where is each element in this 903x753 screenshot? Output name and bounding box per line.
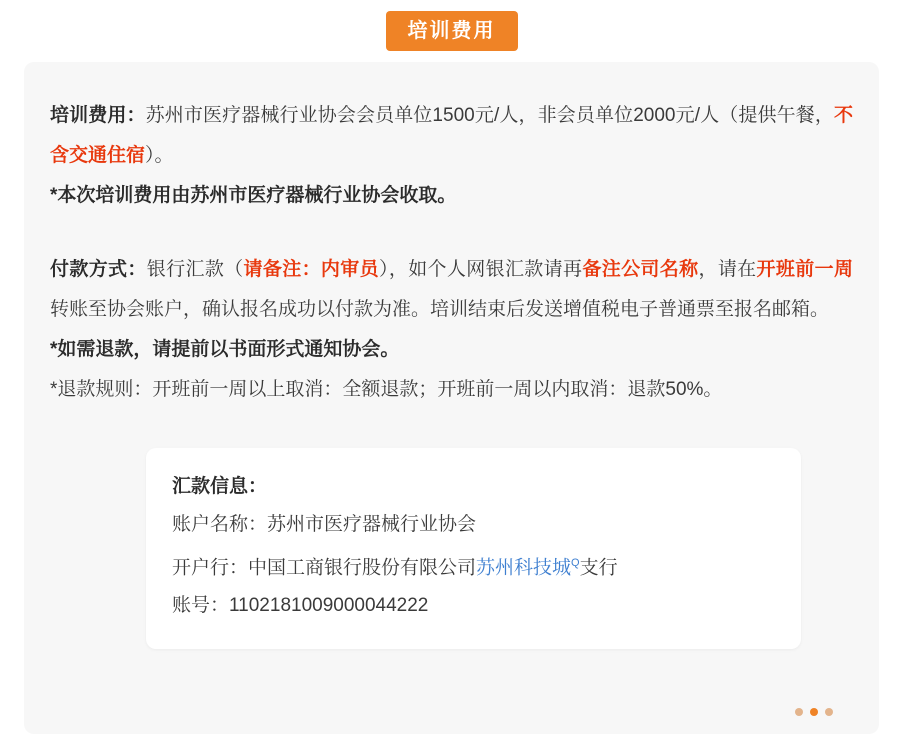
refund-note xyxy=(50,330,853,370)
bank-account-number-line xyxy=(172,587,775,625)
section-title-badge: 培训费用 xyxy=(386,11,518,51)
pagination-dot[interactable] xyxy=(795,708,803,716)
fee-text-1: 苏州市医疗器械行业协会会员单位1500元/人，非会员单位2000元/人（提供午餐， xyxy=(145,105,834,126)
fee-label: 培训费用： xyxy=(50,105,146,126)
bank-account-name-label: 账户名称： xyxy=(172,514,268,535)
payment-highlight-deadline: 开班前一周 xyxy=(756,259,853,280)
bank-account-name-line xyxy=(172,506,775,544)
fee-highlight: 不含交通住宿 xyxy=(50,105,853,166)
search-icon: Q xyxy=(571,557,580,569)
bank-account-number-value: 1102181009000044222 xyxy=(229,595,429,617)
bank-branch-label: 开户行： xyxy=(172,557,249,579)
bank-account-name-value: 苏州市医疗器械行业协会 xyxy=(267,514,477,535)
payment-text-4: 转账至协会账户，确认报名成功以付款为准。培训结束后发送增值税电子普通票至报名邮箱。 xyxy=(50,299,830,320)
payment-paragraph xyxy=(50,250,853,330)
payment-text-3: ，请在 xyxy=(698,259,757,280)
header-band xyxy=(0,0,903,62)
bank-branch-value-2: 支行 xyxy=(579,557,618,579)
bank-account-number-label: 账号： xyxy=(172,595,230,617)
payment-text-2: ），如个人网银汇款请再 xyxy=(379,259,583,280)
payment-text-1: 银行汇款（ xyxy=(146,259,244,280)
payment-label: 付款方式： xyxy=(50,259,147,280)
section-gap xyxy=(50,216,853,250)
content-card xyxy=(24,62,879,734)
bank-info-title: 汇款信息： xyxy=(172,476,268,497)
bank-info-box xyxy=(146,448,801,649)
fee-note xyxy=(50,176,853,216)
refund-rule xyxy=(50,370,853,410)
bank-branch-link[interactable]: 苏州科技城 xyxy=(476,557,572,579)
fee-text-2: ）。 xyxy=(145,145,174,166)
fee-paragraph xyxy=(50,96,853,176)
payment-highlight-remark: 请备注：内审员 xyxy=(243,259,379,280)
pagination-dot[interactable] xyxy=(825,708,833,716)
refund-note-text: *如需退款，请提前以书面形式通知协会。 xyxy=(50,339,400,360)
payment-highlight-company: 备注公司名称 xyxy=(582,259,699,280)
pagination-dot-active[interactable] xyxy=(810,708,818,716)
fee-note-text: *本次培训费用由苏州市医疗器械行业协会收取。 xyxy=(50,185,457,206)
bank-branch-line xyxy=(172,544,775,587)
pagination-dots[interactable] xyxy=(795,708,833,716)
bank-branch-value-1: 中国工商银行股份有限公司 xyxy=(248,557,477,579)
refund-rule-text: *退款规则：开班前一周以上取消：全额退款；开班前一周以内取消：退款50%。 xyxy=(50,379,723,400)
